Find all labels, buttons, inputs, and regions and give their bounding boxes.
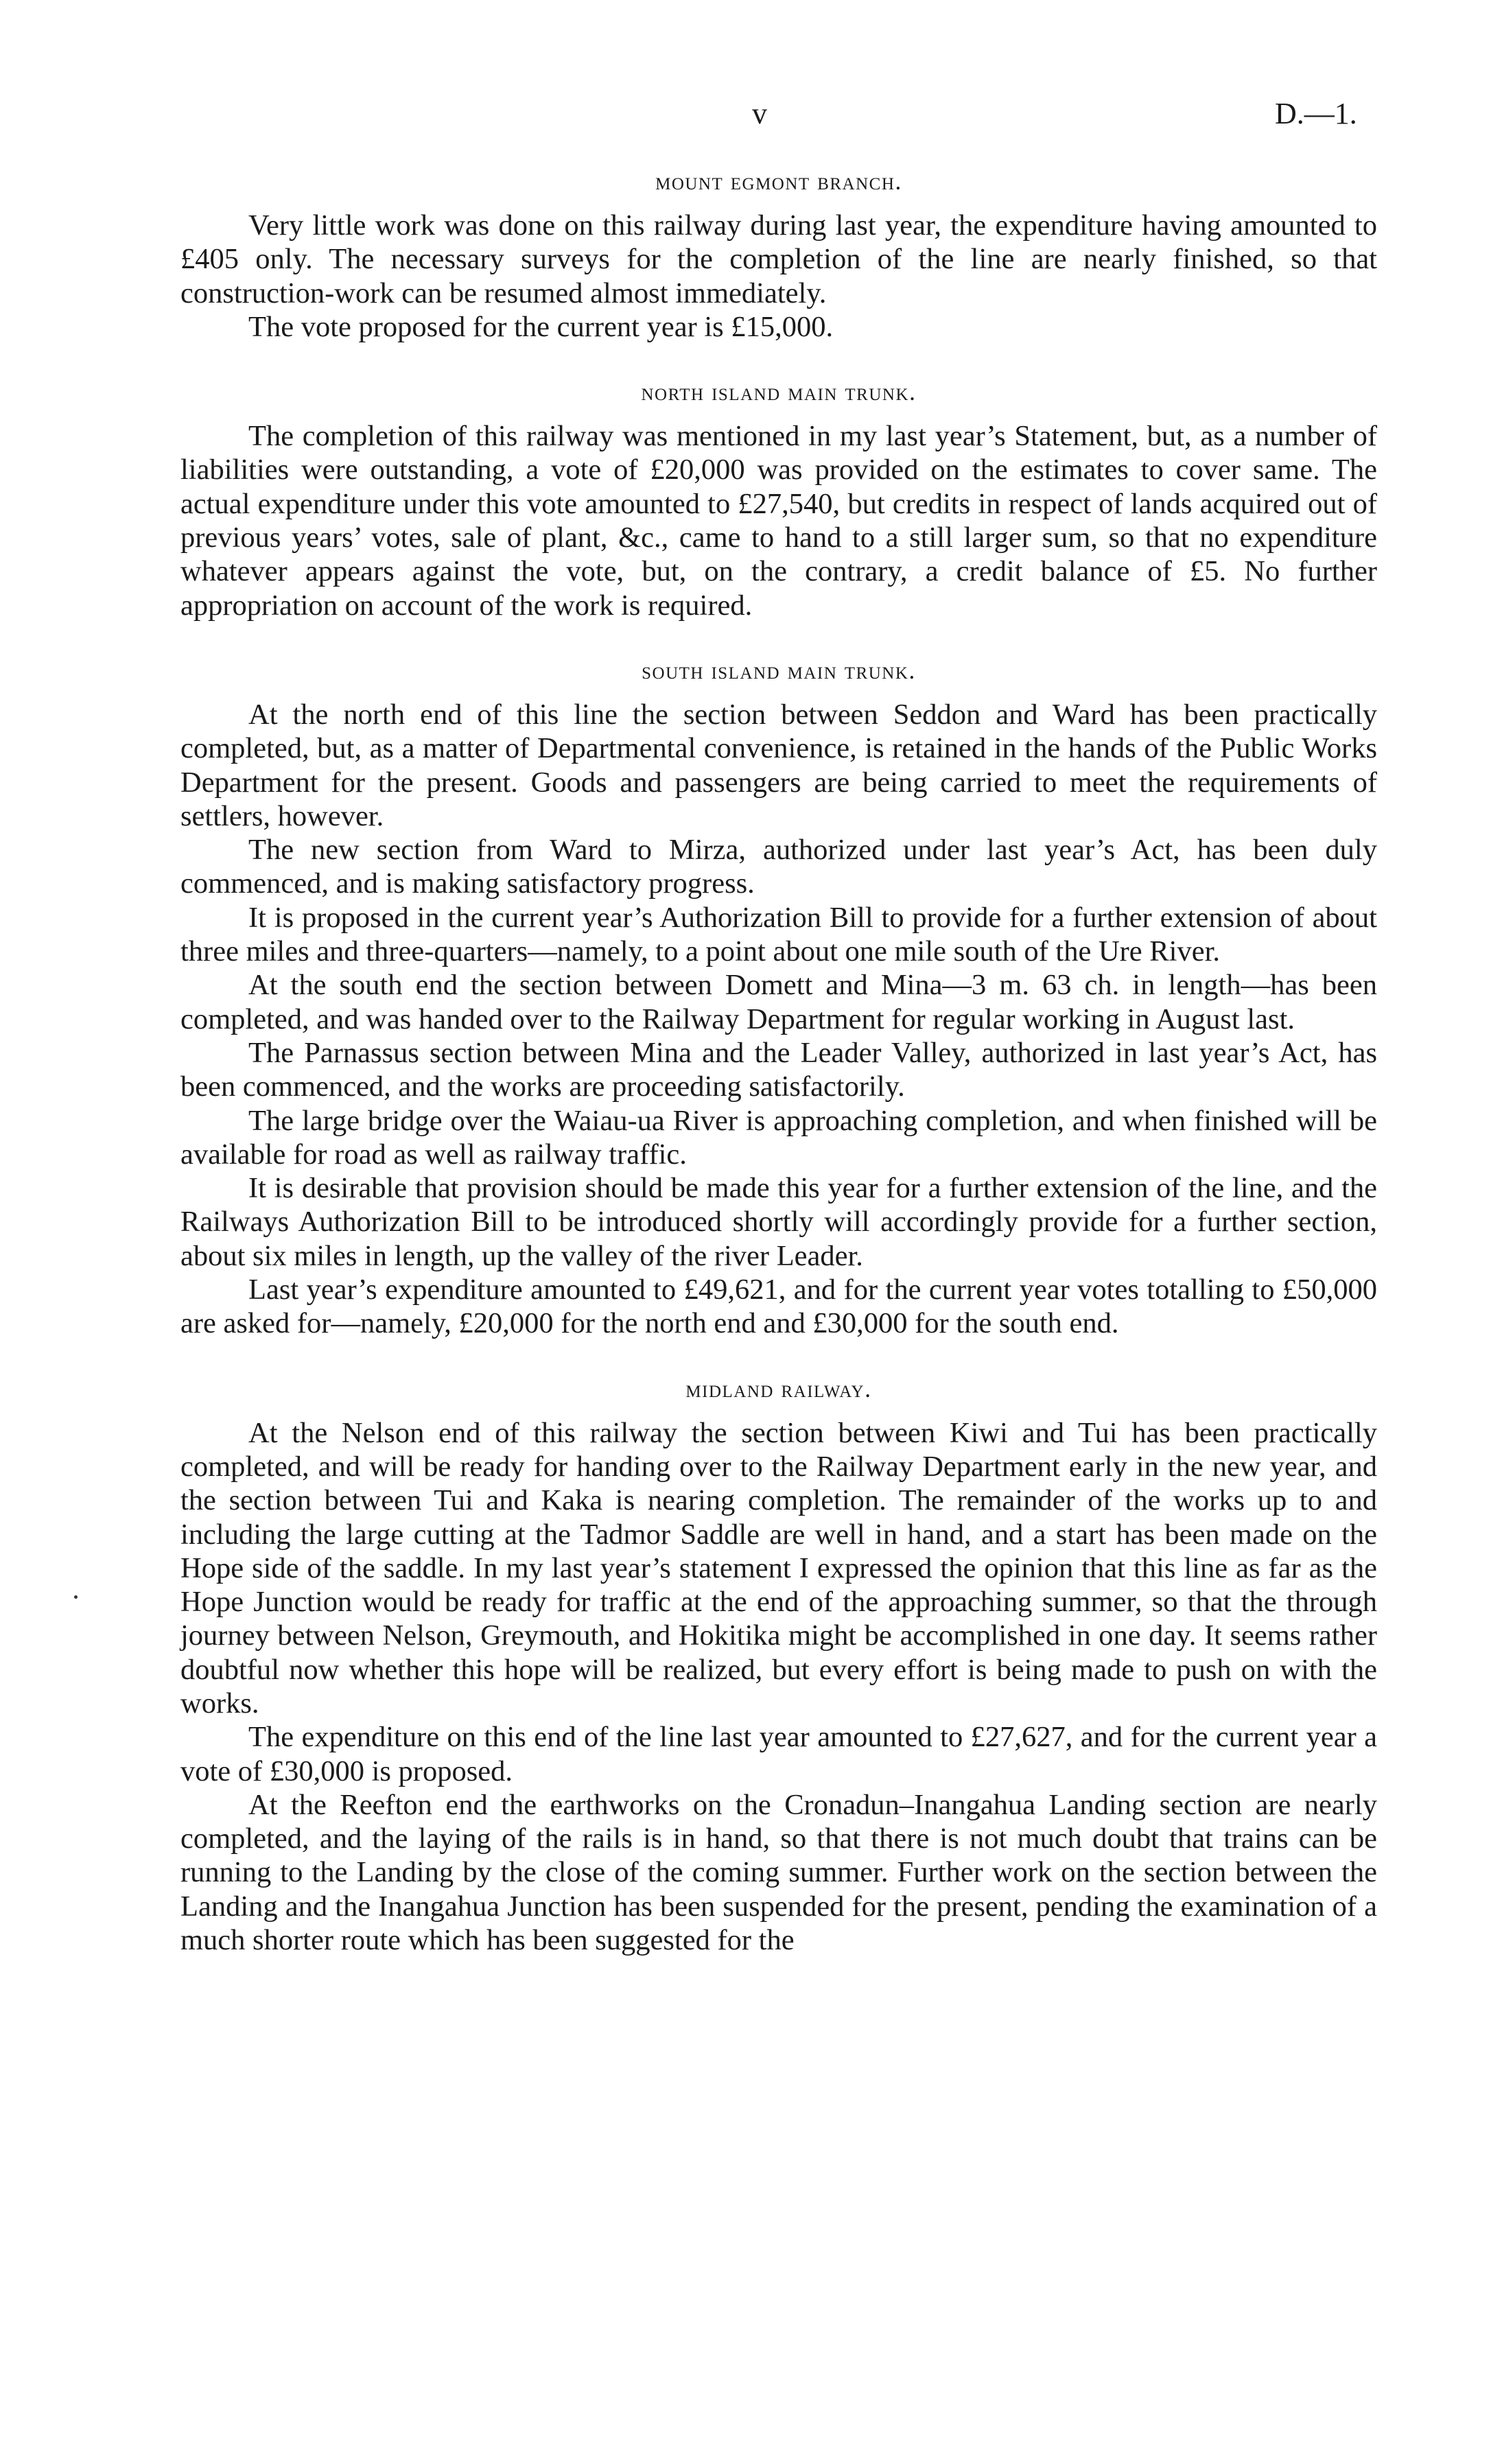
paragraph: At the north end of this line the section between Seddon and Ward has been practically completed, but, as a matter of Departmental convenience, is retained in the hands of the Public Works Department for the present. Goods and passengers are being carried to meet the requirements of settlers, however. — [180, 698, 1377, 832]
paragraph: Very little work was done on this railway during last year, the expenditure having amounted to £405 only. The necessary surveys for the completion of the line are nearly finished, so that construction-work can be resumed almost immediately. — [180, 209, 1377, 309]
document-reference: D.—1. — [1275, 97, 1357, 130]
paragraph: At the south end the section between Domett and Mina—3 m. 63 ch. in length—has been completed, and was handed over to the Railway Department for regular working in August last. — [180, 969, 1377, 1035]
section-heading-mount-egmont: mount egmont branch. — [655, 167, 902, 195]
paragraph: Last year’s expenditure amounted to £49,621, and for the current year votes totalling to £50,000 are asked for—namely, £20,000 for the north end and £30,000 for the south end. — [180, 1274, 1377, 1340]
paragraph: At the Reefton end the earthworks on the Cronadun–Inangahua Landing section are nearly completed, and the laying of the rails is in hand, so that there is not much doubt that trains can be running to the Landing by the close of the coming summer. Further work on the section between the Landing and the Inangahua Junction has been suspended for the present, pending the examination of a much shorter route which has been suggested for the — [180, 1788, 1377, 1957]
paragraph: The Parnassus section between Mina and the Leader Valley, authorized in last year’s Act, has been commenced, and the works are proceeding satisfactorily. — [180, 1036, 1377, 1103]
page-number: v — [752, 97, 767, 130]
section-heading-midland: midland railway. — [685, 1374, 872, 1403]
paragraph: The completion of this railway was mentioned in my last year’s Statement, but, as a number of liabilities were outstanding, a vote of £20,000 was provided on the estimates to cover same. The actual expenditure under this vote amounted to £27,540, but credits in respect of lands acquired out of previous years’ votes, sale of plant, &c., came to hand to a still larger sum, so that no expenditure whatever appears against the vote, but, on the contrary, a credit balance of £5. No further appropriation on account of the work is required. — [180, 420, 1377, 622]
paragraph: The vote proposed for the current year is £15,000. — [248, 310, 834, 343]
paragraph: The expenditure on this end of the line last year amounted to £27,627, and for the current year a vote of £30,000 is proposed. — [180, 1721, 1377, 1787]
paragraph: The new section from Ward to Mirza, authorized under last year’s Act, has been duly commenced, and is making satisfactory progress. — [180, 834, 1377, 900]
paragraph: At the Nelson end of this railway the section between Kiwi and Tui has been practically completed, and will be ready for handing over to the Railway Department early in the new year, and the section between Tui and Kaka is nearing completion. The remainder of the works up to and including the large cutting at the Tadmor Saddle are well in hand, and a start has been made on the Hope side of the saddle. In my last year’s statement I expressed the opinion that this line as far as the Hope Junction would be ready for traffic at the end of the approaching summer, so that the through journey between Nelson, Greymouth, and Hokitika might be accomplished in one day. It seems rather doubtful now whether this hope will be realized, but every effort is being made to push on with the works. — [180, 1416, 1377, 1720]
margin-mark — [74, 1595, 78, 1599]
paragraph: It is desirable that provision should be made this year for a further extension of the line, and the Railways Authorization Bill to be introduced shortly will accordingly provide for a further section, about six miles in length, up the valley of the river Leader. — [180, 1172, 1377, 1272]
paragraph: The large bridge over the Waiau-ua River is approaching completion, and when finished will be available for road as well as railway traffic. — [180, 1104, 1377, 1171]
paragraph: It is proposed in the current year’s Authorization Bill to provide for a further extension of about three miles and three-quarters—namely, to a point about one mile south of the Ure River. — [180, 901, 1377, 968]
page-body — [180, 162, 1377, 1957]
section-heading-south-island: south island main trunk. — [642, 656, 916, 684]
section-heading-north-island: north island main trunk. — [641, 378, 917, 406]
